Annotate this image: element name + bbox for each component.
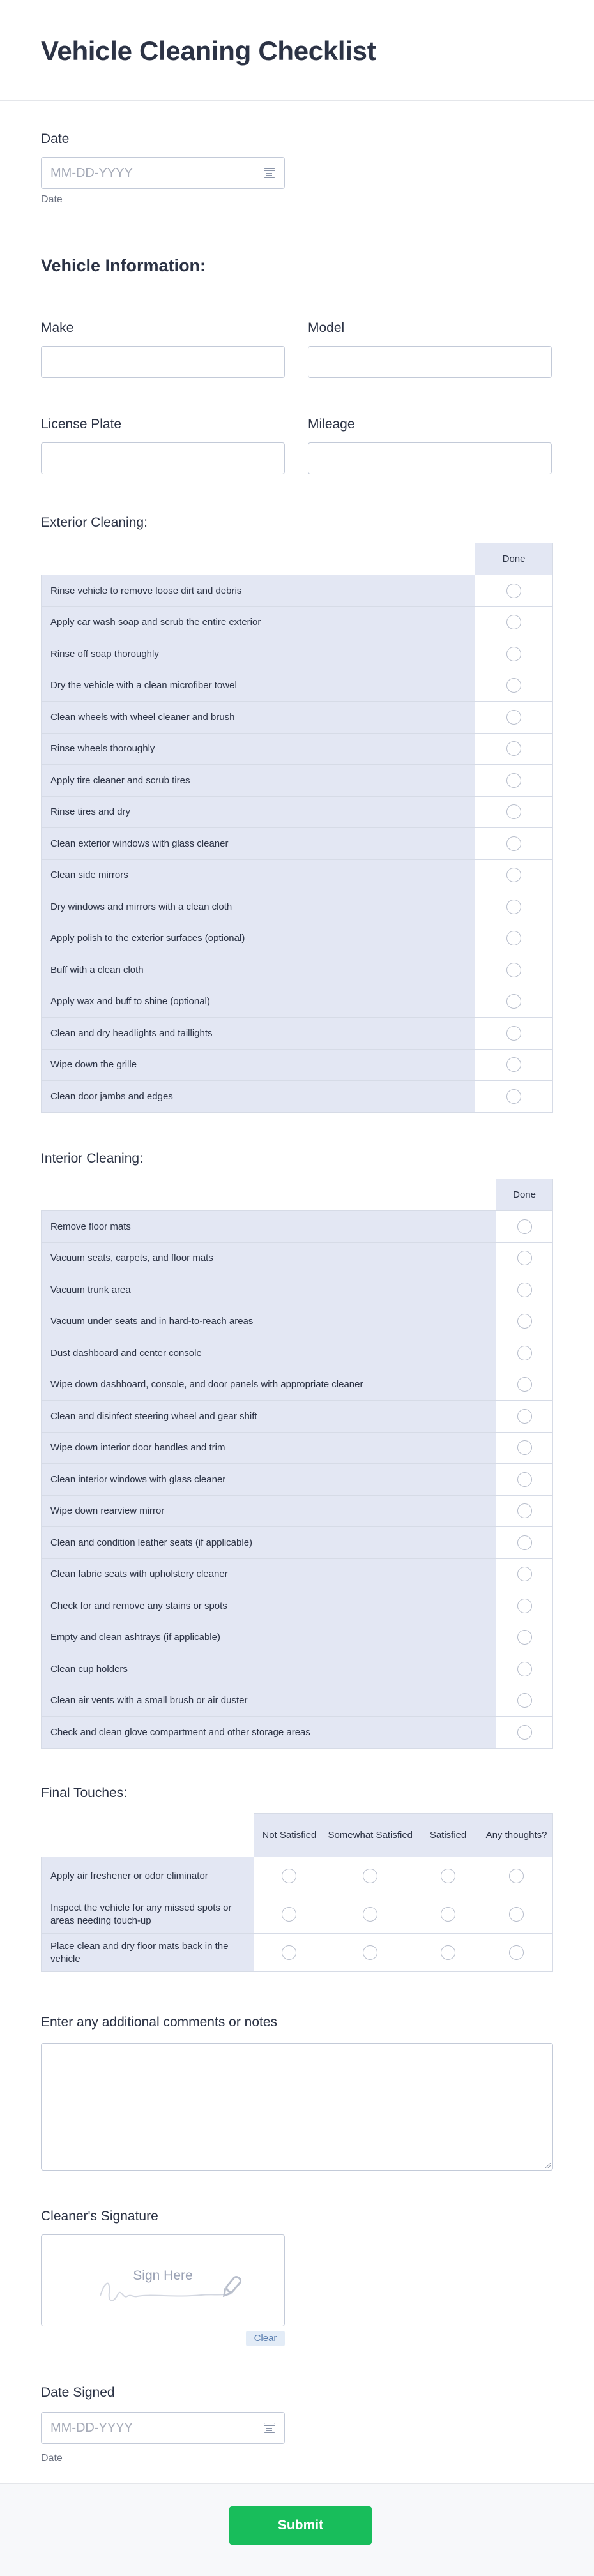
radio-button[interactable] — [441, 1869, 455, 1883]
matrix-row — [42, 1622, 553, 1653]
radio-cell — [480, 1857, 553, 1895]
matrix-row — [42, 1464, 553, 1496]
matrix-row — [42, 859, 553, 891]
row-label: Apply air freshener or odor eliminator — [42, 1857, 254, 1895]
row-label: Apply polish to the exterior surfaces (optional) — [42, 923, 475, 954]
radio-cell — [475, 796, 553, 828]
matrix-row — [42, 733, 553, 765]
radio-cell — [496, 1274, 553, 1306]
radio-button[interactable] — [517, 1377, 532, 1392]
matrix-row — [42, 1211, 553, 1243]
row-label: Rinse wheels thoroughly — [42, 733, 475, 765]
radio-cell — [475, 765, 553, 797]
date-placeholder: MM-DD-YYYY — [50, 165, 133, 180]
radio-button[interactable] — [441, 1945, 455, 1960]
radio-cell — [416, 1895, 480, 1934]
radio-button[interactable] — [506, 931, 521, 945]
mileage-input[interactable] — [308, 442, 552, 474]
radio-cell — [475, 702, 553, 734]
row-label: Clean air vents with a small brush or air duster — [42, 1685, 496, 1717]
date-signed-input[interactable] — [41, 2412, 285, 2444]
radio-cell — [475, 733, 553, 765]
radio-cell — [254, 1934, 324, 1972]
radio-button[interactable] — [517, 1630, 532, 1645]
radio-cell — [496, 1558, 553, 1590]
radio-cell — [475, 1049, 553, 1081]
row-label: Rinse off soap thoroughly — [42, 638, 475, 670]
radio-button[interactable] — [282, 1869, 296, 1883]
row-label: Wipe down dashboard, console, and door panels with appropriate cleaner — [42, 1369, 496, 1401]
date-input[interactable] — [41, 157, 285, 189]
radio-cell — [480, 1895, 553, 1934]
radio-button[interactable] — [506, 994, 521, 1009]
radio-cell — [496, 1432, 553, 1464]
radio-button[interactable] — [517, 1251, 532, 1265]
final-touches-matrix — [41, 1813, 553, 1972]
row-label: Wipe down interior door handles and trim — [42, 1432, 496, 1464]
radio-button[interactable] — [517, 1599, 532, 1613]
radio-button[interactable] — [363, 1945, 377, 1960]
radio-cell — [496, 1495, 553, 1527]
row-label: Clean wheels with wheel cleaner and brush — [42, 702, 475, 734]
row-label: Clean door jambs and edges — [42, 1081, 475, 1113]
model-field — [308, 320, 552, 378]
radio-button[interactable] — [509, 1907, 524, 1922]
radio-button[interactable] — [363, 1907, 377, 1922]
radio-cell — [475, 1018, 553, 1050]
matrix-row — [42, 1337, 553, 1369]
row-label: Inspect the vehicle for any missed spots or areas needing touch-up — [42, 1895, 254, 1934]
make-field — [41, 320, 285, 378]
matrix-row — [42, 1369, 553, 1401]
radio-cell — [475, 954, 553, 986]
date-signed-label: Date Signed — [41, 2385, 115, 2400]
radio-button[interactable] — [506, 678, 521, 693]
radio-button[interactable] — [506, 963, 521, 977]
radio-button[interactable] — [506, 615, 521, 629]
radio-cell — [475, 891, 553, 923]
row-label: Clean and dry headlights and taillights — [42, 1018, 475, 1050]
row-label: Dust dashboard and center console — [42, 1337, 496, 1369]
exterior-cleaning-title: Exterior Cleaning: — [41, 515, 148, 530]
radio-button[interactable] — [517, 1535, 532, 1550]
radio-cell — [496, 1401, 553, 1433]
matrix-row — [42, 1895, 553, 1934]
form-header — [0, 0, 594, 101]
matrix-row — [42, 1306, 553, 1337]
matrix-row — [42, 1653, 553, 1685]
column-header-somewhat-satisfied: Somewhat Satisfied — [324, 1814, 416, 1857]
radio-cell — [416, 1857, 480, 1895]
radio-cell — [324, 1857, 416, 1895]
clear-signature-button[interactable]: Clear — [246, 2331, 285, 2346]
date-field — [41, 132, 285, 206]
radio-cell — [254, 1895, 324, 1934]
radio-button[interactable] — [509, 1945, 524, 1960]
date-signed-field — [41, 2402, 285, 2444]
radio-button[interactable] — [509, 1869, 524, 1883]
radio-button[interactable] — [506, 741, 521, 756]
radio-button[interactable] — [517, 1503, 532, 1518]
calendar-icon[interactable] — [264, 168, 275, 178]
radio-cell — [324, 1934, 416, 1972]
radio-cell — [254, 1857, 324, 1895]
calendar-icon[interactable] — [264, 2423, 275, 2433]
row-label: Wipe down the grille — [42, 1049, 475, 1081]
row-label: Clean and disinfect steering wheel and gear shift — [42, 1401, 496, 1433]
radio-button[interactable] — [506, 1057, 521, 1072]
date-sublabel: Date — [41, 194, 63, 205]
matrix-row — [42, 954, 553, 986]
row-label: Wipe down rearview mirror — [42, 1495, 496, 1527]
radio-button[interactable] — [506, 868, 521, 882]
row-label: Vacuum seats, carpets, and floor mats — [42, 1242, 496, 1274]
radio-button[interactable] — [506, 647, 521, 661]
matrix-row — [42, 1495, 553, 1527]
row-label: Check and clean glove compartment and other storage areas — [42, 1717, 496, 1749]
make-input[interactable] — [41, 346, 285, 378]
row-label: Vacuum trunk area — [42, 1274, 496, 1306]
radio-cell — [496, 1717, 553, 1749]
radio-cell — [475, 859, 553, 891]
radio-cell — [475, 1081, 553, 1113]
column-header-done: Done — [496, 1179, 553, 1211]
column-header-not-satisfied: Not Satisfied — [254, 1814, 324, 1857]
radio-button[interactable] — [282, 1945, 296, 1960]
matrix-row — [42, 1685, 553, 1717]
radio-button[interactable] — [517, 1725, 532, 1740]
date-signed-placeholder: MM-DD-YYYY — [50, 2420, 133, 2435]
vehicle-info-heading: Vehicle Information: — [41, 256, 206, 275]
model-label: Model — [308, 320, 345, 335]
row-label: Dry the vehicle with a clean microfiber towel — [42, 670, 475, 702]
submit-button[interactable]: Submit — [229, 2506, 372, 2545]
row-label: Check for and remove any stains or spots — [42, 1590, 496, 1622]
matrix-row — [42, 765, 553, 797]
radio-button[interactable] — [517, 1440, 532, 1455]
matrix-row — [42, 828, 553, 860]
row-label: Apply car wash soap and scrub the entire exterior — [42, 606, 475, 638]
matrix-row — [42, 1717, 553, 1749]
row-label: Rinse tires and dry — [42, 796, 475, 828]
radio-button[interactable] — [517, 1472, 532, 1487]
row-label: Place clean and dry floor mats back in the vehicle — [42, 1934, 254, 1972]
matrix-row — [42, 1558, 553, 1590]
matrix-row — [42, 1934, 553, 1972]
license-plate-label: License Plate — [41, 417, 122, 432]
radio-button[interactable] — [506, 710, 521, 725]
row-label: Buff with a clean cloth — [42, 954, 475, 986]
radio-cell — [496, 1653, 553, 1685]
row-label: Empty and clean ashtrays (if applicable) — [42, 1622, 496, 1653]
row-label: Clean exterior windows with glass cleaner — [42, 828, 475, 860]
radio-cell — [496, 1464, 553, 1496]
comments-label: Enter any additional comments or notes — [41, 2015, 278, 2030]
matrix-row — [42, 1081, 553, 1113]
radio-button[interactable] — [517, 1662, 532, 1676]
row-label: Apply wax and buff to shine (optional) — [42, 986, 475, 1018]
matrix-row — [42, 1401, 553, 1433]
radio-cell — [496, 1685, 553, 1717]
radio-cell — [496, 1306, 553, 1337]
license-plate-field — [41, 417, 285, 474]
radio-cell — [475, 606, 553, 638]
radio-cell — [496, 1242, 553, 1274]
radio-cell — [475, 986, 553, 1018]
row-label: Clean interior windows with glass cleaner — [42, 1464, 496, 1496]
radio-button[interactable] — [517, 1283, 532, 1297]
radio-cell — [475, 638, 553, 670]
row-label: Clean and condition leather seats (if applicable) — [42, 1527, 496, 1559]
matrix-row — [42, 1527, 553, 1559]
radio-button[interactable] — [517, 1219, 532, 1234]
signature-label: Cleaner's Signature — [41, 2209, 158, 2224]
row-label: Apply tire cleaner and scrub tires — [42, 765, 475, 797]
matrix-row — [42, 1432, 553, 1464]
radio-cell — [496, 1369, 553, 1401]
row-label: Clean fabric seats with upholstery cleaner — [42, 1558, 496, 1590]
mileage-field — [308, 417, 552, 474]
radio-button[interactable] — [441, 1907, 455, 1922]
final-touches-title: Final Touches: — [41, 1786, 128, 1800]
signature-placeholder: Sign Here — [133, 2268, 193, 2283]
radio-button[interactable] — [506, 584, 521, 598]
radio-button[interactable] — [517, 1409, 532, 1424]
radio-button[interactable] — [282, 1907, 296, 1922]
radio-button[interactable] — [506, 1026, 521, 1041]
radio-button[interactable] — [506, 836, 521, 851]
comments-textarea[interactable] — [41, 2043, 553, 2171]
radio-cell — [416, 1934, 480, 1972]
form-footer — [0, 2483, 594, 2576]
resize-handle-icon[interactable] — [545, 2163, 551, 2168]
mileage-label: Mileage — [308, 417, 355, 432]
matrix-row — [42, 796, 553, 828]
matrix-row — [42, 891, 553, 923]
matrix-corner — [42, 1814, 254, 1857]
radio-button[interactable] — [506, 900, 521, 914]
radio-button[interactable] — [506, 773, 521, 788]
matrix-corner — [42, 543, 475, 575]
license-plate-input[interactable] — [41, 442, 285, 474]
radio-cell — [475, 828, 553, 860]
matrix-row — [42, 575, 553, 607]
radio-cell — [496, 1590, 553, 1622]
matrix-row — [42, 670, 553, 702]
radio-cell — [496, 1622, 553, 1653]
column-header-satisfied: Satisfied — [416, 1814, 480, 1857]
date-label: Date — [41, 132, 70, 146]
matrix-row — [42, 1857, 553, 1895]
radio-cell — [496, 1337, 553, 1369]
matrix-row — [42, 702, 553, 734]
radio-button[interactable] — [517, 1346, 532, 1360]
interior-cleaning-title: Interior Cleaning: — [41, 1151, 143, 1166]
radio-cell — [324, 1895, 416, 1934]
interior-cleaning-matrix — [41, 1179, 553, 1749]
radio-button[interactable] — [517, 1314, 532, 1329]
date-signed-sublabel: Date — [41, 2453, 63, 2464]
radio-cell — [496, 1527, 553, 1559]
exterior-cleaning-matrix — [41, 543, 553, 1113]
matrix-row — [42, 1049, 553, 1081]
radio-cell — [480, 1934, 553, 1972]
matrix-row — [42, 1018, 553, 1050]
matrix-row — [42, 1242, 553, 1274]
matrix-corner — [42, 1179, 496, 1211]
column-header-done: Done — [475, 543, 553, 575]
row-label: Remove floor mats — [42, 1211, 496, 1243]
radio-button[interactable] — [363, 1869, 377, 1883]
row-label: Dry windows and mirrors with a clean cloth — [42, 891, 475, 923]
row-label: Vacuum under seats and in hard-to-reach areas — [42, 1306, 496, 1337]
matrix-row — [42, 606, 553, 638]
column-header-any-thoughts: Any thoughts? — [480, 1814, 553, 1857]
radio-cell — [496, 1211, 553, 1243]
radio-cell — [475, 575, 553, 607]
matrix-row — [42, 923, 553, 954]
radio-cell — [475, 923, 553, 954]
signature-pad[interactable] — [41, 2234, 285, 2326]
radio-button[interactable] — [517, 1693, 532, 1708]
radio-button[interactable] — [506, 804, 521, 819]
make-label: Make — [41, 320, 74, 335]
radio-button[interactable] — [517, 1567, 532, 1581]
model-input[interactable] — [308, 346, 552, 378]
matrix-row — [42, 638, 553, 670]
matrix-row — [42, 1590, 553, 1622]
radio-cell — [475, 670, 553, 702]
form-title: Vehicle Cleaning Checklist — [41, 36, 376, 66]
matrix-row — [42, 986, 553, 1018]
matrix-row — [42, 1274, 553, 1306]
row-label: Clean cup holders — [42, 1653, 496, 1685]
radio-button[interactable] — [506, 1089, 521, 1104]
row-label: Rinse vehicle to remove loose dirt and debris — [42, 575, 475, 607]
row-label: Clean side mirrors — [42, 859, 475, 891]
